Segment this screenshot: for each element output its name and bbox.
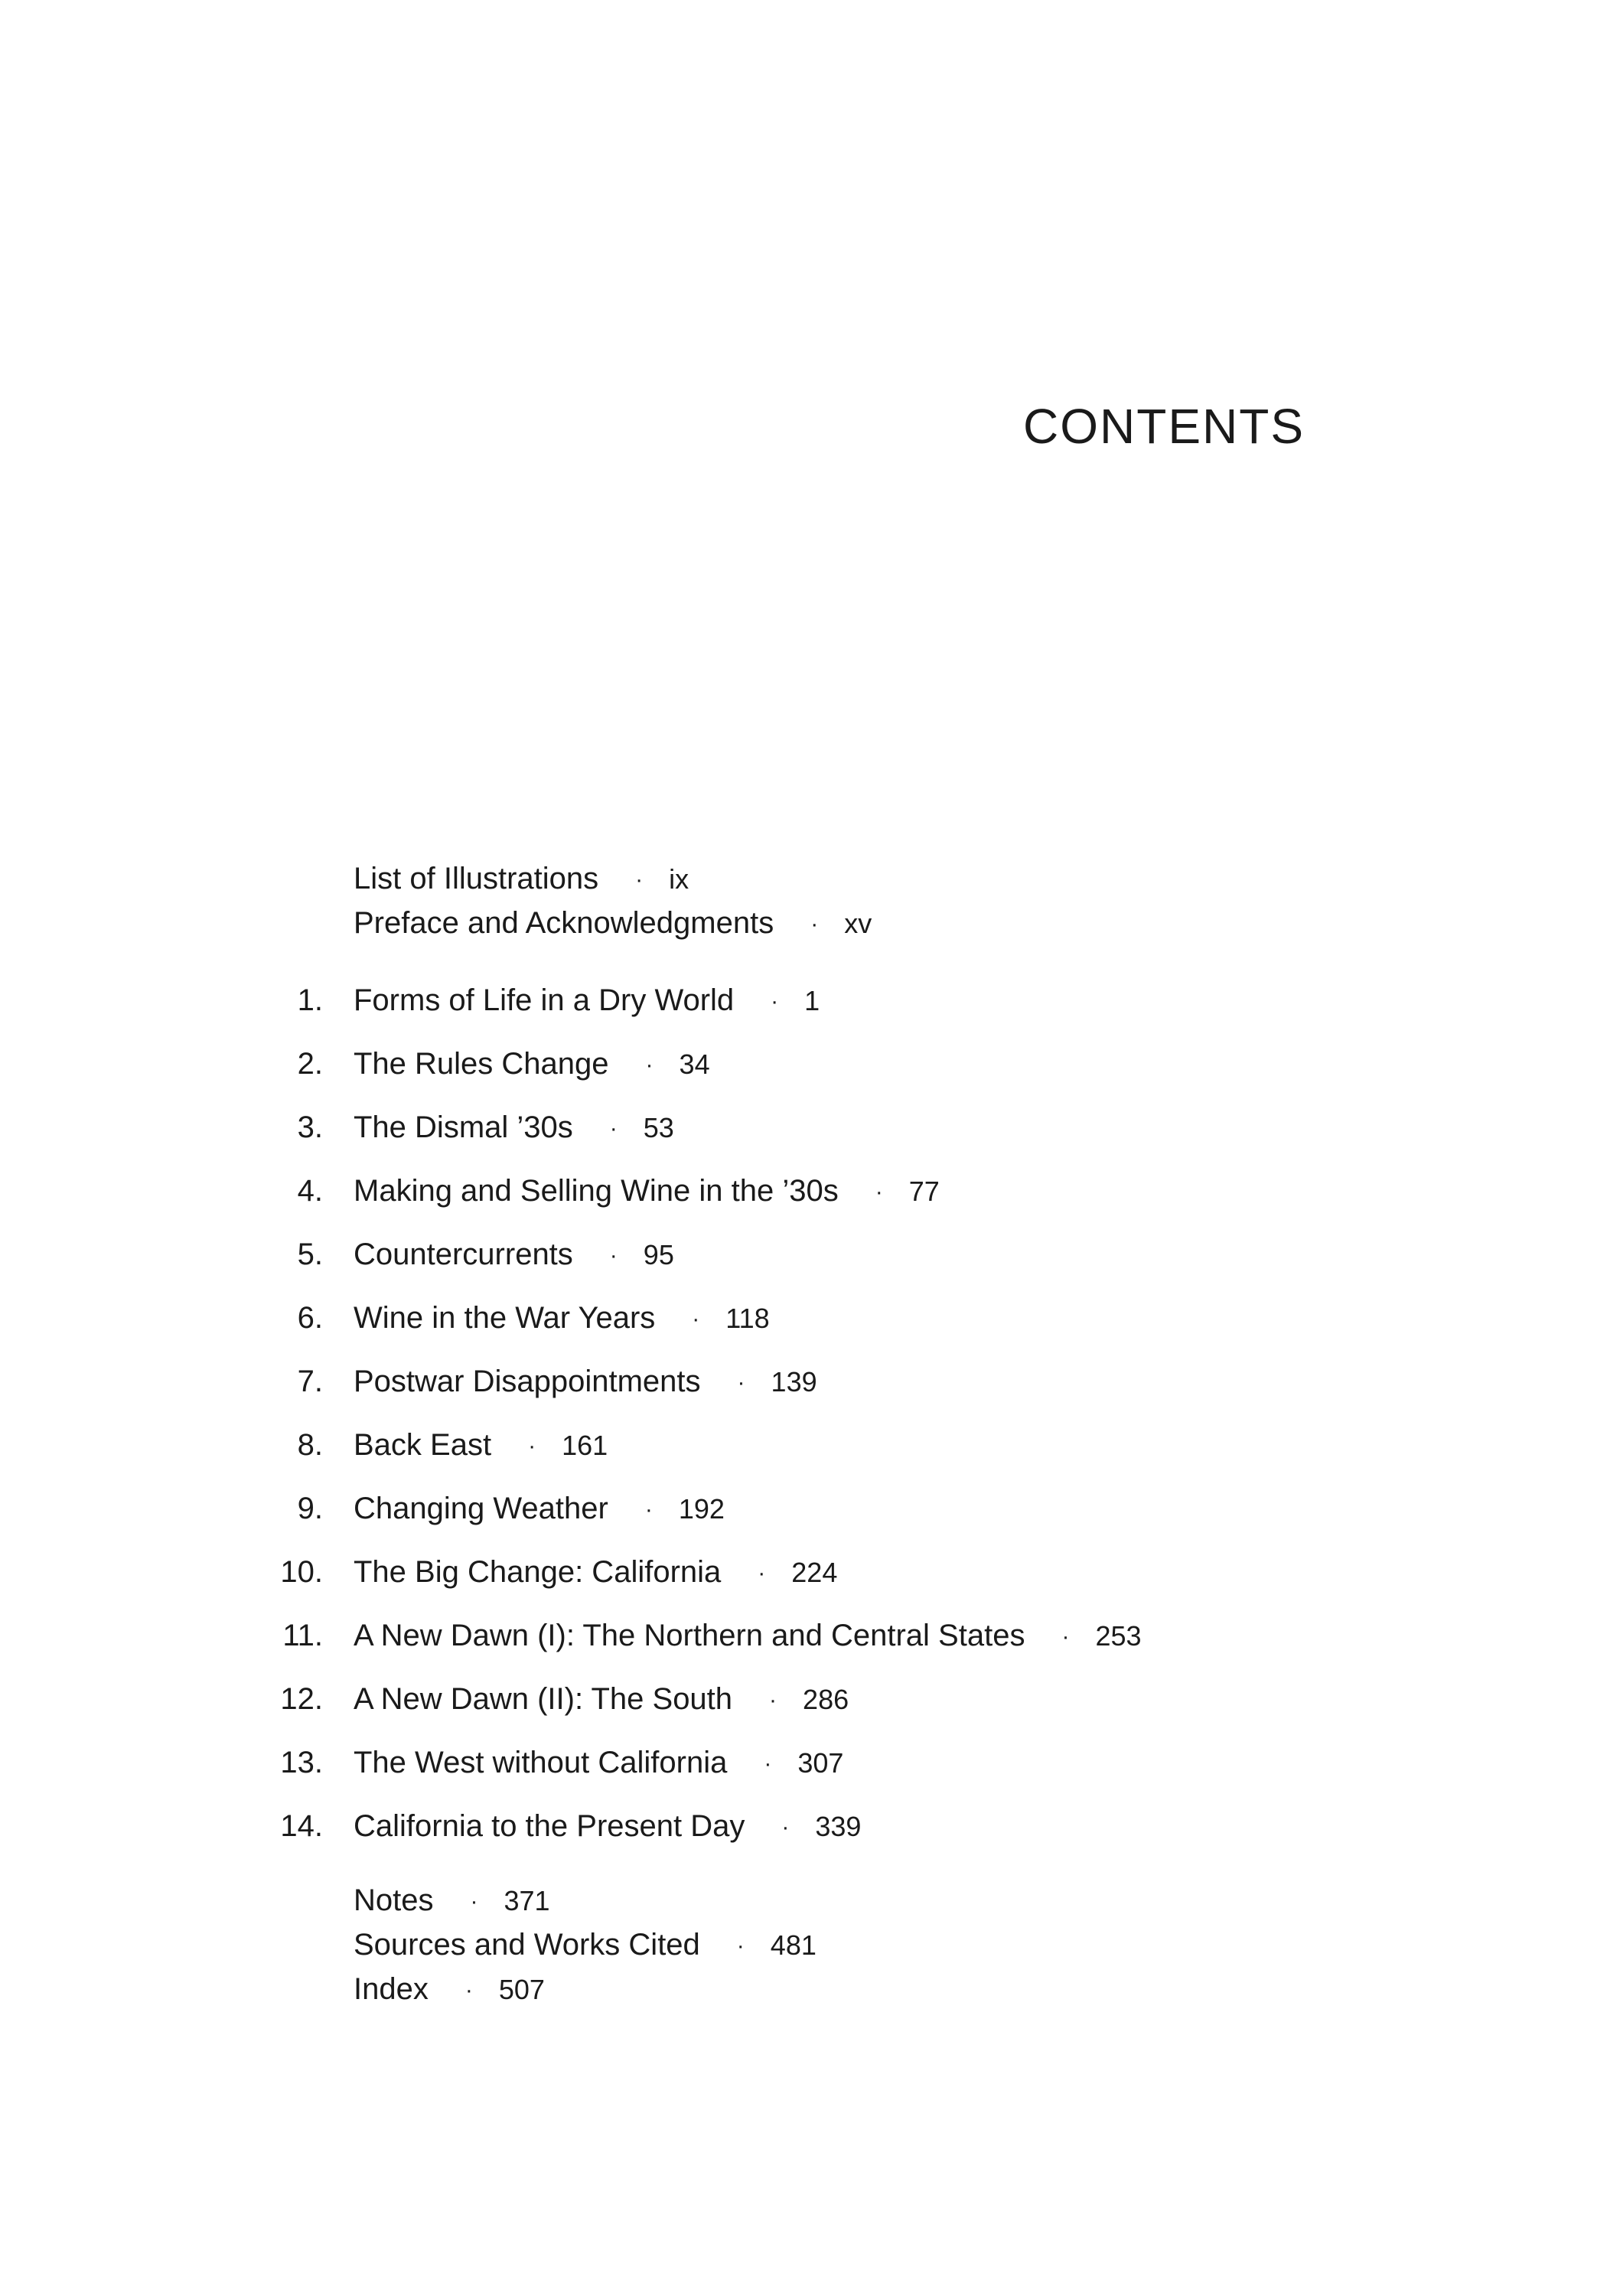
toc-entry-label: A New Dawn (II): The South (354, 1682, 733, 1716)
toc-entry-label: Back East (354, 1428, 492, 1462)
toc-page-number: 253 (1095, 1620, 1142, 1652)
separator-dot: · (609, 1243, 618, 1269)
toc-page-number: 507 (498, 1974, 545, 2005)
toc-entry-label: Making and Selling Wine in the ’30s (354, 1174, 839, 1208)
chapter-number: 6. (297, 1301, 323, 1335)
separator-dot: · (810, 912, 819, 938)
toc-entry-chapter-3[interactable] (354, 1112, 674, 1143)
toc-page-number: 1 (804, 985, 820, 1016)
toc-entry-label: Changing Weather (354, 1492, 608, 1525)
toc-entry-chapter-10[interactable] (354, 1557, 837, 1587)
toc-page-number: 192 (678, 1493, 725, 1525)
toc-page-number: 307 (797, 1747, 844, 1779)
toc-entry-label: California to the Present Day (354, 1809, 745, 1843)
separator-dot: · (771, 989, 779, 1015)
separator-dot: · (758, 1561, 766, 1587)
toc-page-number: ix (669, 863, 689, 895)
separator-dot: · (764, 1751, 772, 1777)
toc-entry-label: The Big Change: California (354, 1555, 722, 1589)
separator-dot: · (635, 867, 644, 893)
toc-entry-label: List of Illustrations (354, 862, 599, 895)
toc-entry-label: Postwar Disappointments (354, 1365, 701, 1398)
toc-page-number: xv (844, 908, 872, 939)
separator-dot: · (781, 1815, 790, 1841)
chapter-number: 5. (297, 1238, 323, 1271)
chapter-number: 4. (297, 1174, 323, 1208)
toc-page-number: 77 (908, 1176, 940, 1207)
toc-entry-chapter-14[interactable] (354, 1811, 861, 1841)
chapter-number: 8. (297, 1428, 323, 1462)
toc-entry-label: The Rules Change (354, 1047, 609, 1081)
toc-entry-label: Preface and Acknowledgments (354, 906, 774, 940)
toc-entry-chapter-7[interactable] (354, 1366, 817, 1397)
toc-page-number: 371 (504, 1885, 550, 1916)
chapter-number: 10. (280, 1555, 323, 1589)
chapter-number: 7. (297, 1365, 323, 1398)
toc-entry-label: Notes (354, 1883, 434, 1917)
toc-entry-label: Wine in the War Years (354, 1301, 656, 1335)
toc-entry-label: The West without California (354, 1746, 728, 1779)
toc-entry-index[interactable] (354, 1974, 545, 2004)
separator-dot: · (737, 1370, 745, 1396)
toc-entry-chapter-8[interactable] (354, 1430, 608, 1460)
toc-page-number: 118 (725, 1303, 770, 1334)
toc-entry-sources[interactable] (354, 1929, 817, 1960)
chapter-number: 3. (297, 1110, 323, 1144)
chapter-number: 9. (297, 1492, 323, 1525)
toc-entry-chapter-13[interactable] (354, 1747, 843, 1778)
chapter-number: 11. (282, 1619, 323, 1652)
toc-page-number: 286 (803, 1684, 849, 1715)
toc-entry-label: Countercurrents (354, 1238, 573, 1271)
chapter-number: 13. (280, 1746, 323, 1779)
chapter-number: 12. (280, 1682, 323, 1716)
separator-dot: · (609, 1116, 618, 1142)
chapter-number: 1. (297, 983, 323, 1017)
toc-page-number: 139 (771, 1366, 817, 1397)
toc-entry-label: Forms of Life in a Dry World (354, 983, 735, 1017)
toc-page-number: 339 (815, 1811, 862, 1842)
toc-entry-chapter-1[interactable] (354, 985, 820, 1016)
toc-page-number: 53 (643, 1112, 674, 1143)
separator-dot: · (692, 1306, 700, 1332)
separator-dot: · (645, 1052, 654, 1078)
separator-dot: · (464, 1978, 473, 2004)
toc-entry-label: Index (354, 1972, 429, 2006)
chapter-number: 14. (280, 1809, 323, 1843)
toc-entry-chapter-4[interactable] (354, 1176, 940, 1206)
toc-entry-chapter-6[interactable] (354, 1303, 770, 1333)
toc-page-number: 95 (643, 1239, 674, 1270)
toc-entry-chapter-2[interactable] (354, 1049, 710, 1079)
separator-dot: · (769, 1688, 777, 1714)
page-title: CONTENTS (1023, 399, 1305, 454)
separator-dot: · (1061, 1624, 1070, 1650)
toc-entry-list-of-illustrations[interactable] (354, 863, 689, 894)
separator-dot: · (470, 1889, 478, 1915)
toc-entry-chapter-9[interactable] (354, 1493, 725, 1524)
separator-dot: · (644, 1497, 653, 1523)
separator-dot: · (875, 1179, 883, 1205)
toc-entry-label: A New Dawn (I): The Northern and Central States (354, 1619, 1025, 1652)
toc-entry-chapter-12[interactable] (354, 1684, 849, 1714)
chapter-number: 2. (297, 1047, 323, 1081)
separator-dot: · (528, 1433, 536, 1459)
toc-entry-notes[interactable] (354, 1885, 550, 1916)
toc-entry-chapter-5[interactable] (354, 1239, 674, 1270)
toc-page-number: 224 (791, 1557, 838, 1588)
toc-entry-preface[interactable] (354, 908, 872, 938)
separator-dot: · (736, 1933, 745, 1959)
toc-entry-label: Sources and Works Cited (354, 1928, 700, 1962)
toc-page-number: 481 (770, 1929, 817, 1961)
toc-page-number: 161 (562, 1430, 608, 1461)
toc-entry-chapter-11[interactable] (354, 1620, 1142, 1651)
toc-page-number: 34 (679, 1049, 710, 1080)
toc-entry-label: The Dismal ’30s (354, 1110, 573, 1144)
